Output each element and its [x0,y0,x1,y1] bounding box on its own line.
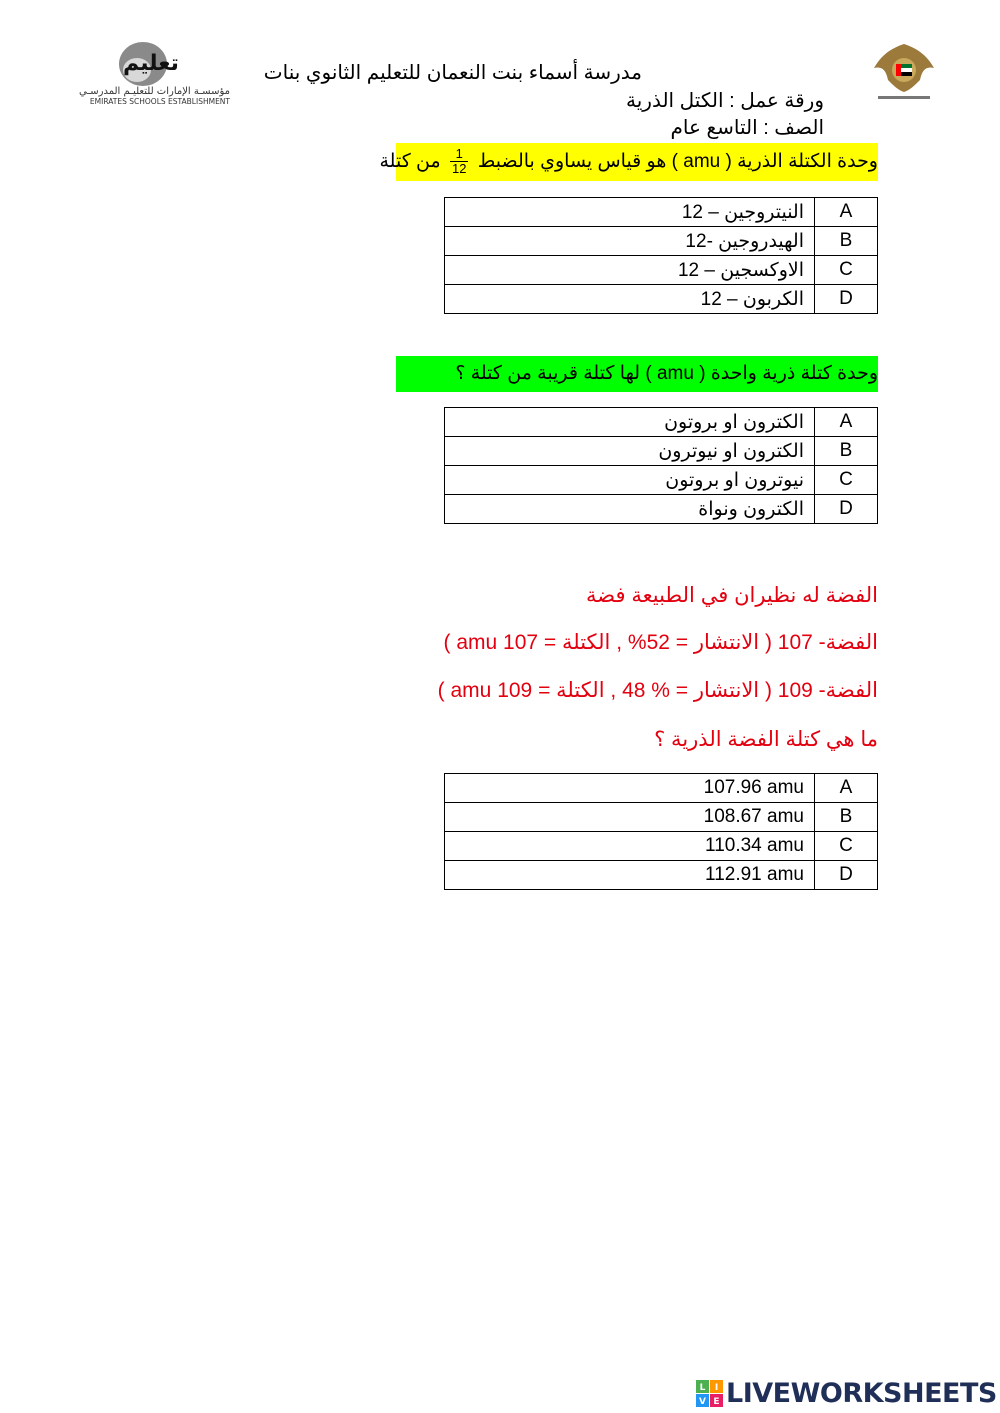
option-row[interactable] [445,227,878,256]
option-text[interactable]: الكترون او بروتون [445,408,815,437]
option-row[interactable] [445,832,878,861]
option-letter: C [815,256,878,285]
option-letter: D [815,861,878,890]
fraction-denominator: 12 [451,161,467,177]
logo-english-line: EMIRATES SCHOOLS ESTABLISHMENT [89,97,230,106]
option-row[interactable] [445,437,878,466]
block-letter: L [699,1383,706,1393]
grade-label: الصف : التاسع عام [670,117,824,139]
fraction-one-twelfth [450,147,468,176]
option-letter: B [815,227,878,256]
option-text[interactable]: الكترون ونواة [445,495,815,524]
option-text[interactable]: الكربون – 12 [445,285,815,314]
option-letter: D [815,285,878,314]
option-text[interactable]: 107.96 amu [445,774,815,803]
question-1-options [444,197,878,314]
option-letter: C [815,832,878,861]
option-text[interactable]: الكترون او نيوترون [445,437,815,466]
block-letter: E [713,1397,720,1407]
option-text[interactable]: الاوكسجين – 12 [445,256,815,285]
question-1-text-before: وحدة الكتلة الذرية ( amu ) هو قياس يساوي بالضبط [477,151,878,172]
option-text[interactable]: 112.91 amu [445,861,815,890]
option-row[interactable] [445,861,878,890]
option-letter: C [815,466,878,495]
option-letter: A [815,408,878,437]
worksheet-title: ورقة عمل : الكتل الذرية [626,90,824,112]
option-row[interactable] [445,198,878,227]
school-name: مدرسة أسماء بنت النعمان للتعليم الثانوي بنات [263,62,642,84]
isotope-109-info: الفضة- 109 ( الانتشار = % 48 , الكتلة = 109 amu ) [437,679,878,702]
question-2-options [444,407,878,524]
option-row[interactable] [445,495,878,524]
option-row[interactable] [445,774,878,803]
block-letter: I [714,1383,719,1393]
liveworksheets-wordmark: LIVEWORKSHEETS [726,1378,997,1409]
question-3-options [444,773,878,890]
option-text[interactable]: الهيدروجين -12 [445,227,815,256]
option-row[interactable] [445,408,878,437]
liveworksheets-blocks-icon [696,1380,724,1410]
question-2-text: وحدة كتلة ذرية واحدة ( amu ) لها كتلة قريبة من كتلة ؟ [396,356,878,392]
option-letter: D [815,495,878,524]
block-letter: V [699,1397,706,1407]
isotope-107-info: الفضة- 107 ( الانتشار = 52% , الكتلة = 107 amu ) [443,631,878,654]
logo-arabic-word: تعليم [123,51,179,76]
logo-arabic-line: مؤسسـة الإمارات للتعليـم المدرسـي [79,86,230,97]
option-text[interactable]: نيوترون او بروتون [445,466,815,495]
question-3-intro: الفضة له نظيران في الطبيعة فضة [586,584,878,607]
option-text[interactable]: 110.34 amu [445,832,815,861]
uae-emblem-icon [868,40,940,104]
emirates-schools-logo [55,40,235,108]
fraction-numerator: 1 [450,147,468,162]
question-1-text [379,143,878,181]
option-row[interactable] [445,803,878,832]
option-row[interactable] [445,466,878,495]
option-letter: B [815,437,878,466]
option-row[interactable] [445,285,878,314]
question-1-text-after: من كتلة [379,151,441,172]
option-letter: B [815,803,878,832]
question-3-text: ما هي كتلة الفضة الذرية ؟ [654,728,878,751]
liveworksheets-logo[interactable] [696,1378,996,1412]
option-letter: A [815,774,878,803]
option-text[interactable]: 108.67 amu [445,803,815,832]
option-letter: A [815,198,878,227]
option-row[interactable] [445,256,878,285]
option-text[interactable]: النيتروجين – 12 [445,198,815,227]
